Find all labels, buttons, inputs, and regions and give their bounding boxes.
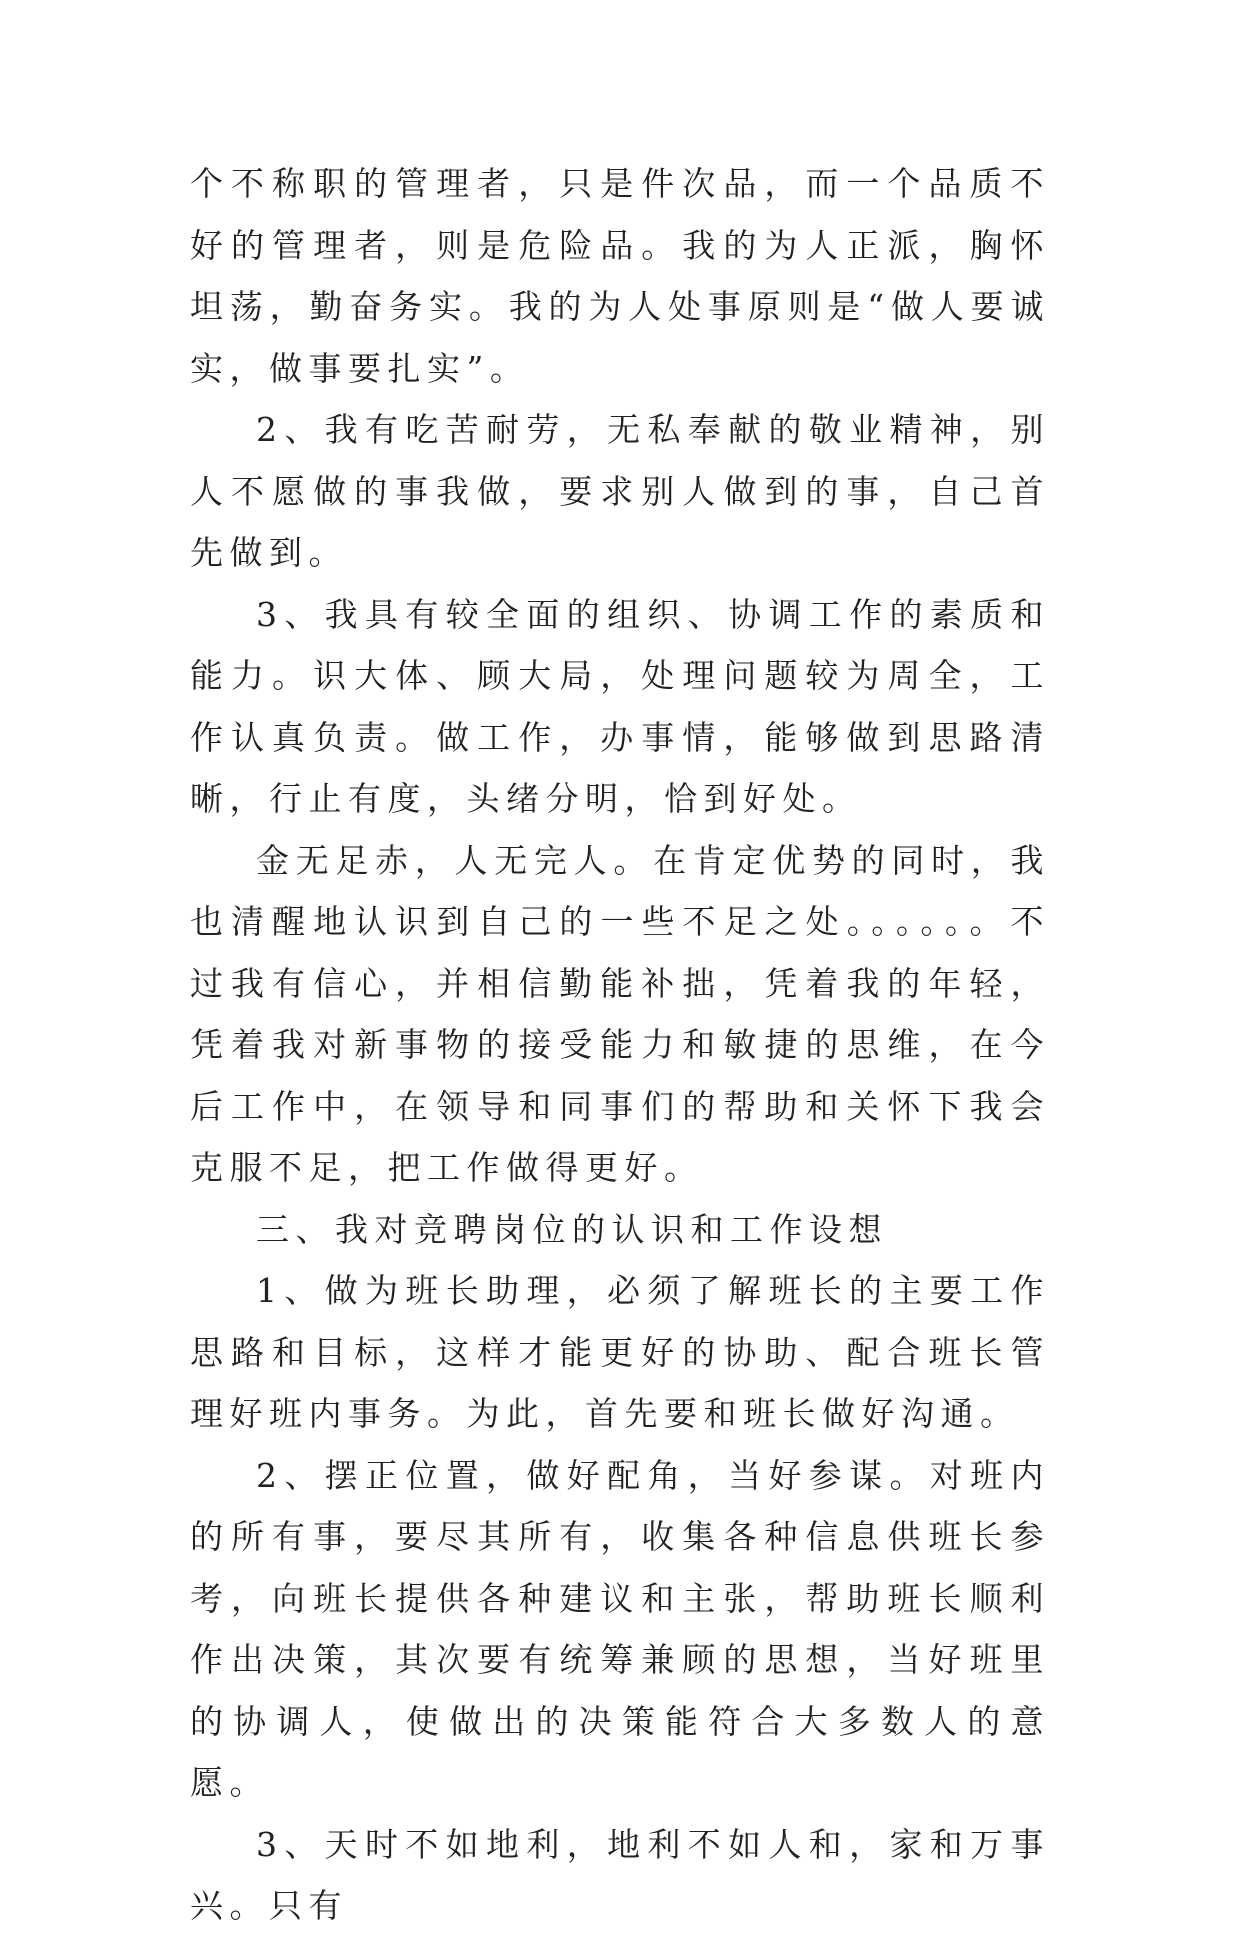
document-body [190, 153, 1050, 1937]
paragraph-continuation: 个不称职的管理者，只是件次品，而一个品质不好的管理者，则是危险品。我的为人正派，胸怀坦荡，勤奋务实。我的为人处事原则是“做人要诚实，做事要扎实”。 [190, 164, 1050, 388]
paragraph-point-3: 3、我具有较全面的组织、协调工作的素质和能力。识大体、顾大局，处理问题较为周全，工作认真负责。做工作，办事情，能够做到思路清晰，行止有度，头绪分明，恰到好处。 [190, 594, 1050, 818]
section-heading-3: 三、我对竞聘岗位的认识和工作设想 [256, 1209, 888, 1249]
paragraph-plan-1: 1、做为班长助理，必须了解班长的主要工作思路和目标，这样才能更好的协助、配合班长管理好班内事务。为此，首先要和班长做好沟通。 [190, 1271, 1050, 1433]
paragraph-plan-3: 3、天时不如地利，地利不如人和，家和万事兴。只有 [190, 1824, 1050, 1925]
paragraph-point-2: 2、我有吃苦耐劳，无私奉献的敬业精神，别人不愿做的事我做，要求别人做到的事，自己首先做到。 [190, 410, 1050, 572]
paragraph-shortcomings: 金无足赤，人无完人。在肯定优势的同时，我也清醒地认识到自己的一些不足之处。。。。。。不过我有信心，并相信勤能补拙，凭着我的年轻，凭着我对新事物的接受能力和敏捷的思维，在今后工作中，在领导和同事们的帮助和关怀下我会克服不足，把工作做得更好。 [190, 840, 1050, 1187]
paragraph-plan-2: 2、摆正位置，做好配角，当好参谋。对班内的所有事，要尽其所有，收集各种信息供班长参考，向班长提供各种建议和主张，帮助班长顺利作出决策，其次要有统筹兼顾的思想，当好班里的协调人，使做出的决策能符合大多数人的意愿。 [190, 1455, 1050, 1802]
